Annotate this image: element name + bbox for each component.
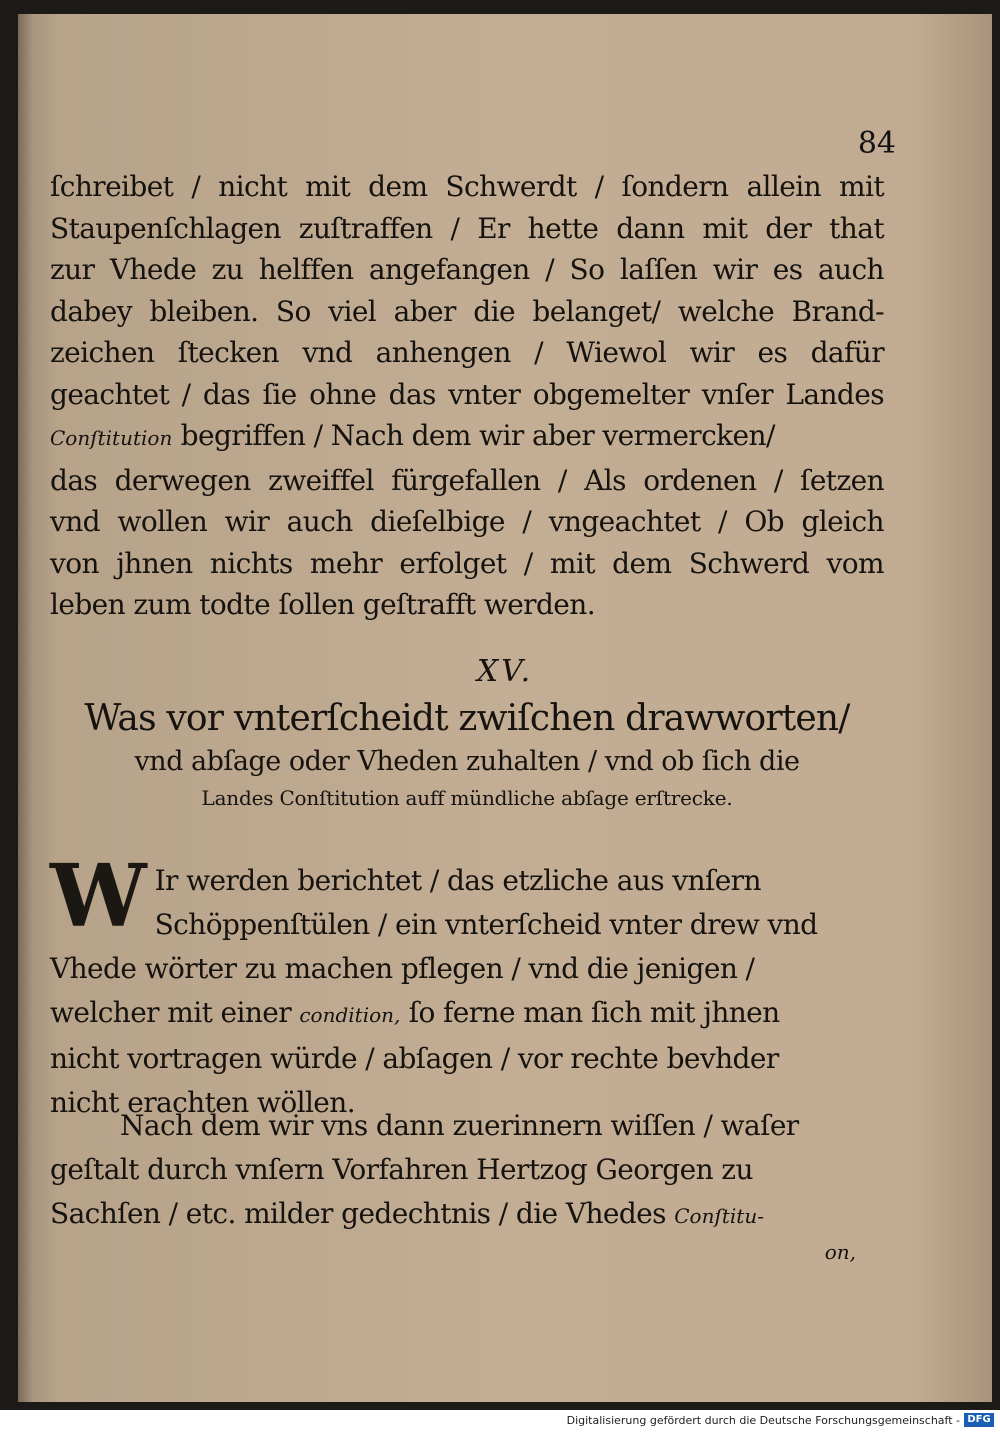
text-line: geſtalt durch vnſern Vorfahren Hertzog Georgen zu bbox=[50, 1153, 753, 1186]
text-line: von jhnen nichts mehr erfolget / mit dem Schwerd vom bbox=[50, 546, 884, 580]
text-line: das derwegen zweiffel fürgefallen / Als ordenen / ſetzen bbox=[50, 463, 884, 497]
text-line: zeichen ſtecken vnd anhengen / Wiewol wir es dafür bbox=[50, 336, 884, 369]
text-line: leben zum todte ſollen geſtrafft werden. bbox=[50, 588, 595, 621]
heading-line-3: Landes Conſtitution auff mündliche abſage erſtrecke. bbox=[201, 786, 733, 810]
italic-term: condition, bbox=[299, 1003, 401, 1027]
text-line: nicht vortragen würde / abſagen / vor rechte bevhder bbox=[50, 1042, 779, 1075]
italic-term: Conſtitution bbox=[50, 426, 173, 450]
section-number: XV. bbox=[476, 654, 534, 689]
text-line bbox=[50, 415, 884, 460]
text-line bbox=[50, 991, 884, 1037]
italic-term: Conſtitu- bbox=[674, 1204, 764, 1228]
paragraph-3 bbox=[50, 1104, 884, 1238]
paragraph-1 bbox=[50, 166, 884, 626]
text-line: Vhede wörter zu machen pflegen / vnd die jenigen / bbox=[50, 952, 755, 985]
heading-line-2: vnd abſage oder Vheden zuhalten / vnd ob ſich die bbox=[134, 746, 800, 777]
text-line: dabey bleiben. So viel aber die belanget/ welche Brand- bbox=[50, 294, 884, 328]
book-page bbox=[18, 14, 992, 1402]
text-line bbox=[50, 1192, 884, 1238]
section-heading bbox=[50, 696, 884, 814]
text-line: Schöppenſtülen / ein vnterſcheid vnter drew vnd bbox=[154, 908, 818, 941]
text-line: nicht erachten wöllen. bbox=[50, 1086, 356, 1119]
text-line: vnd wollen wir auch dieſelbige / vngeachtet / Ob gleich bbox=[50, 505, 884, 538]
text-line-start: welcher mit einer bbox=[50, 996, 292, 1029]
text-line-start: Sachſen / etc. milder gedechtnis / die Vhedes bbox=[50, 1197, 666, 1230]
text-line: Nach dem wir vns dann zuerinnern wiſſen / waſer bbox=[120, 1109, 799, 1142]
dfg-logo-icon: DFG bbox=[964, 1413, 994, 1427]
text-line-end: ſo ferne man ſich mit jhnen bbox=[408, 996, 780, 1029]
heading-line-1: Was vor vnterſcheidt zwiſchen drawworten/ bbox=[84, 698, 850, 739]
text-line: zur Vhede zu helffen angefangen / So laſſen wir es auch bbox=[50, 253, 884, 286]
catchword: on, bbox=[824, 1240, 856, 1264]
drop-cap: W bbox=[50, 846, 147, 947]
text-line-rest: begriffen / Nach dem wir aber vermercken/ bbox=[180, 419, 775, 452]
text-line: Ir werden berichtet / das etzliche aus vnſern bbox=[154, 864, 761, 897]
paragraph-2 bbox=[50, 846, 884, 1125]
text-line: geachtet / das ſie ohne das vnter obgemelter vnſer Landes bbox=[50, 377, 884, 411]
funding-credit: Digitalisierung gefördert durch die Deutsche Forschungsgemeinschaft - bbox=[566, 1414, 960, 1427]
text-line: ſchreibet / nicht mit dem Schwerdt / ſondern allein mit bbox=[50, 170, 884, 203]
page-margin-ruler bbox=[18, 54, 28, 1394]
text-line: Staupenſchlagen zuſtraffen / Er hette dann mit der that bbox=[50, 211, 884, 245]
page-number: 84 bbox=[857, 126, 896, 161]
